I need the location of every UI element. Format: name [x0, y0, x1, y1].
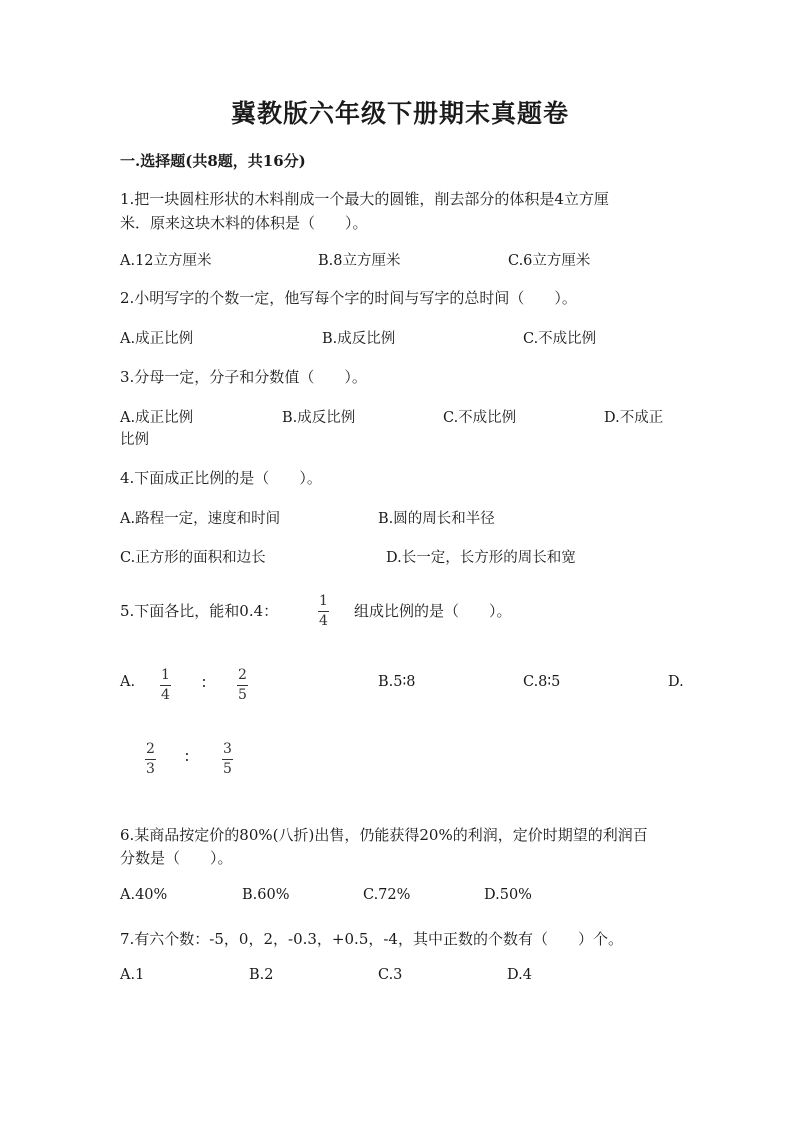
fraction-denominator: 4: [161, 687, 170, 703]
question-5-option-a-colon: ∶: [202, 674, 206, 692]
question-1-line-2: 米．原来这块木料的体积是（ ）。: [120, 214, 368, 232]
question-1-option-c: C.6立方厘米: [508, 253, 591, 269]
question-3-text: 3.分母一定，分子和分数值（ ）。: [120, 368, 367, 386]
question-3-option-d: D.不成正: [604, 410, 664, 426]
question-7-option-c: C.3: [378, 967, 403, 983]
question-3-option-c: C.不成比例: [443, 410, 517, 426]
question-4-option-a: A.路程一定，速度和时间: [120, 511, 281, 527]
question-5-text-before-fraction: 5.下面各比，能和0.4：: [120, 602, 279, 620]
fraction-denominator: 3: [146, 761, 155, 777]
question-4-option-d: D.长一定，长方形的周长和宽: [386, 550, 576, 566]
fraction-bar: [318, 611, 329, 612]
section-heading: 一.选择题(共8题，共16分): [120, 152, 306, 170]
fraction-denominator: 5: [223, 761, 232, 777]
question-5-option-d-fraction-2: [222, 742, 233, 777]
question-7-option-a: A.1: [120, 967, 145, 983]
question-2-option-c: C.不成比例: [523, 331, 597, 347]
question-5-option-d-colon: ∶: [185, 748, 189, 766]
question-4-option-c: C.正方形的面积和边长: [120, 550, 266, 566]
question-6-option-a: A.40%: [120, 887, 168, 903]
question-4-option-b: B.圆的周长和半径: [378, 511, 495, 527]
fraction-bar: [237, 685, 248, 686]
fraction-bar: [145, 759, 156, 760]
question-4-text: 4.下面成正比例的是（ ）。: [120, 469, 322, 487]
fraction-denominator: 4: [319, 613, 328, 629]
question-5-text-after-fraction: 组成比例的是（ ）。: [354, 602, 512, 620]
question-7-option-b: B.2: [249, 967, 274, 983]
question-2-option-a: A.成正比例: [120, 331, 194, 347]
question-5-option-b: B.5∶8: [378, 674, 416, 690]
fraction-bar: [222, 759, 233, 760]
question-6-option-c: C.72%: [363, 887, 411, 903]
page-title: 冀教版六年级下册期末真题卷: [230, 99, 569, 128]
fraction-numerator: 1: [319, 593, 328, 609]
fraction-numerator: 1: [161, 667, 170, 683]
fraction-numerator: 3: [223, 741, 232, 757]
question-6-option-d: D.50%: [484, 887, 532, 903]
question-7-option-d: D.4: [507, 967, 532, 983]
question-6-option-b: B.60%: [242, 887, 290, 903]
question-7-text: 7.有六个数：-5，0，2，-0.3，+0.5，-4，其中正数的个数有（ ）个。: [120, 930, 623, 948]
question-1-option-a: A.12立方厘米: [120, 253, 212, 269]
question-5-option-a-fraction-2: [237, 668, 248, 703]
question-5-fraction: [318, 594, 329, 629]
question-6-line-1: 6.某商品按定价的80%(八折)出售，仍能获得20%的利润，定价时期望的利润百: [120, 826, 648, 844]
question-5-option-c: C.8∶5: [523, 674, 561, 690]
question-3-option-a: A.成正比例: [120, 410, 194, 426]
fraction-bar: [160, 685, 171, 686]
question-5-option-d-fraction-1: [145, 742, 156, 777]
fraction-denominator: 5: [238, 687, 247, 703]
question-5-option-a-label: A.: [120, 674, 136, 690]
question-1-line-1: 1.把一块圆柱形状的木料削成一个最大的圆锥，削去部分的体积是4立方厘: [120, 190, 609, 208]
fraction-numerator: 2: [238, 667, 247, 683]
question-5-option-a-fraction-1: [160, 668, 171, 703]
question-2-text: 2.小明写字的个数一定，他写每个字的时间与写字的总时间（ ）。: [120, 289, 577, 307]
question-3-option-d-continued: 比例: [120, 432, 149, 448]
question-6-line-2: 分数是（ ）。: [120, 849, 233, 867]
question-5-option-d-label: D.: [668, 674, 684, 690]
question-2-option-b: B.成反比例: [322, 331, 396, 347]
fraction-numerator: 2: [146, 741, 155, 757]
question-1-option-b: B.8立方厘米: [318, 253, 401, 269]
question-3-option-b: B.成反比例: [282, 410, 356, 426]
